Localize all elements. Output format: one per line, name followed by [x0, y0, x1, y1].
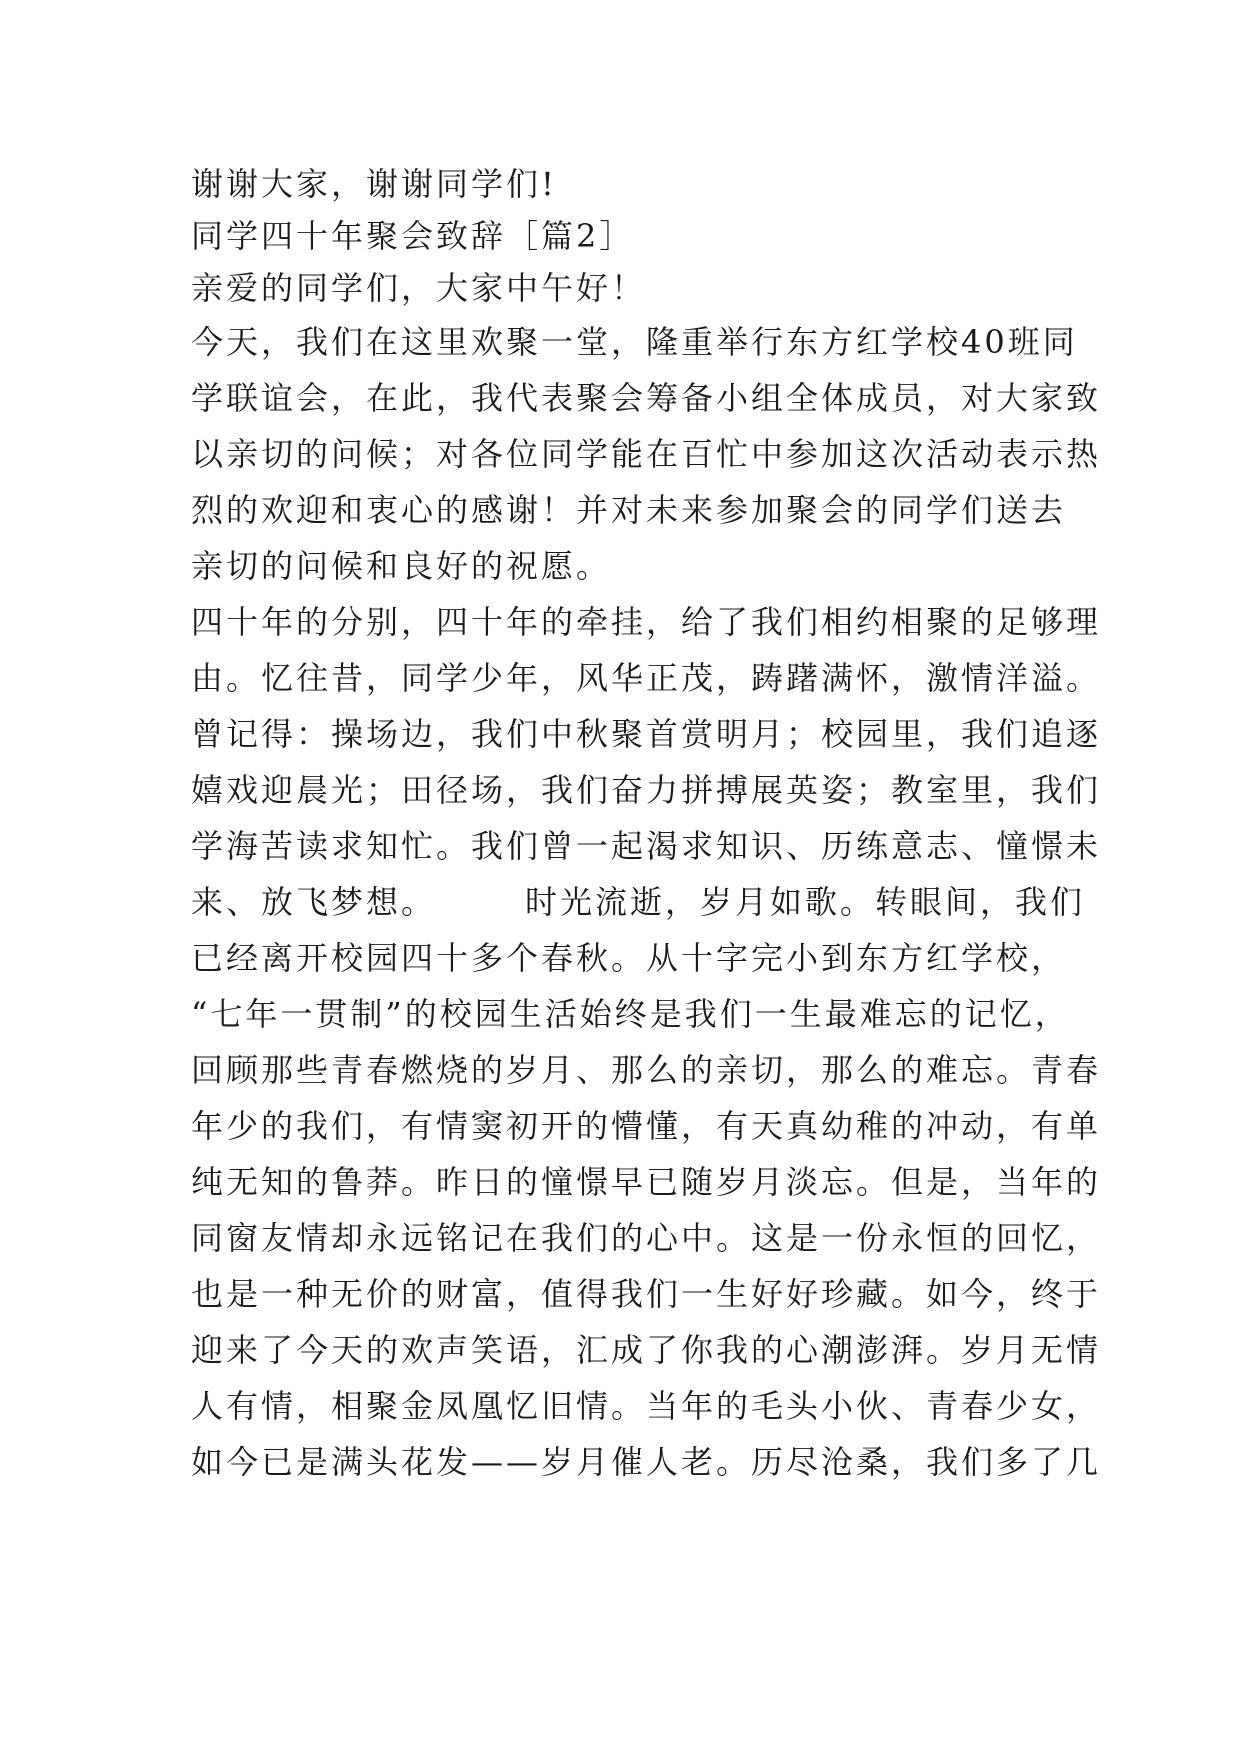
text-line: 学联谊会，在此，我代表聚会筹备小组全体成员，对大家致 [191, 379, 1102, 417]
text-line: 学海苦读求知忙。我们曾一起渴求知识、历练意志、憧憬未 [191, 827, 1102, 865]
greeting-line: 亲爱的同学们，大家中午好！ [191, 269, 647, 307]
text-line: 亲切的问候和良好的祝愿。 [191, 547, 612, 585]
text-line: 如今已是满头花发——岁月催人老。历尽沧桑，我们多了几 [191, 1443, 1102, 1481]
text-line: “七年一贯制”的校园生活始终是我们一生最难忘的记忆， [191, 995, 1070, 1033]
text-line: 以亲切的问候；对各位同学能在百忙中参加这次活动表示热 [191, 435, 1102, 473]
text-line: 回顾那些青春燃烧的岁月、那么的亲切，那么的难忘。青春 [191, 1051, 1102, 1089]
text-line: 烈的欢迎和衷心的感谢！并对未来参加聚会的同学们送去 [191, 491, 1067, 529]
text-line: 曾记得：操场边，我们中秋聚首赏明月；校园里，我们追逐 [191, 715, 1102, 753]
text-line: 来、放飞梦想。 时光流逝，岁月如歌。转眼间，我们 [191, 883, 1086, 921]
text-line: 纯无知的鲁莽。昨日的憧憬早已随岁月淡忘。但是，当年的 [191, 1163, 1102, 1201]
text-line: 也是一种无价的财富，值得我们一生好好珍藏。如今，终于 [191, 1275, 1102, 1313]
text-line: 由。忆往昔，同学少年，风华正茂，踌躇满怀，激情洋溢。 [191, 659, 1102, 697]
text-line: 迎来了今天的欢声笑语，汇成了你我的心潮澎湃。岁月无情 [191, 1331, 1102, 1369]
text-line: 年少的我们，有情窦初开的懵懂，有天真幼稚的冲动，有单 [191, 1107, 1102, 1145]
text-line: 同窗友情却永远铭记在我们的心中。这是一份永恒的回忆， [191, 1219, 1102, 1257]
text-line: 人有情，相聚金凤凰忆旧情。当年的毛头小伙、青春少女， [191, 1387, 1102, 1425]
text-line: 四十年的分别，四十年的牵挂，给了我们相约相聚的足够理 [191, 603, 1102, 641]
document-body [191, 158, 1102, 1490]
text-line: 今天，我们在这里欢聚一堂，隆重举行东方红学校40班同 [191, 323, 1078, 361]
section-heading: 同学四十年聚会致辞［篇2］ [191, 217, 635, 255]
closing-thanks-line: 谢谢大家，谢谢同学们! [191, 165, 557, 203]
text-line: 嬉戏迎晨光；田径场，我们奋力拼搏展英姿；教室里，我们 [191, 771, 1102, 809]
text-line: 已经离开校园四十多个春秋。从十字完小到东方红学校， [191, 939, 1067, 977]
